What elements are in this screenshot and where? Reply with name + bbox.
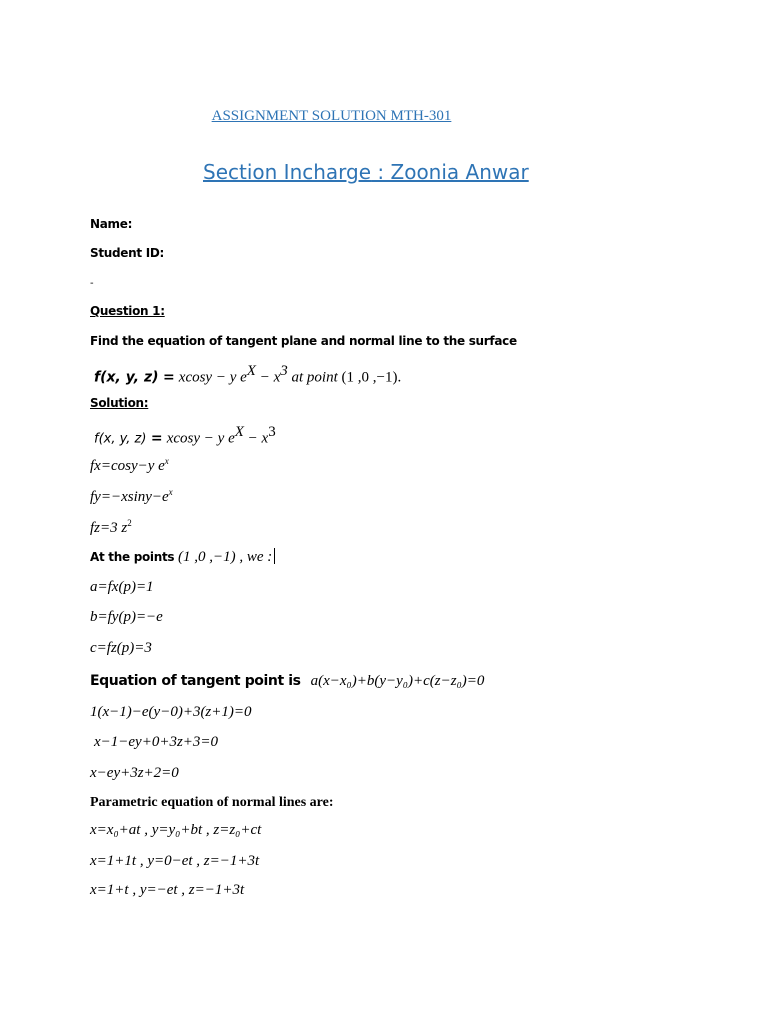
a-value-line: a=fx(p)=1	[90, 579, 154, 595]
question-heading: Question 1:	[90, 304, 165, 318]
assignment-title[interactable]: ASSIGNMENT SOLUTION MTH-301	[211, 108, 452, 124]
parametric-substituted: x=1+1t , y=0−et , z=−1+3t	[90, 853, 260, 869]
function-exp-x-2: X	[234, 424, 244, 440]
function-equals: =	[158, 369, 179, 386]
section-incharge-heading[interactable]	[203, 160, 529, 184]
fy-line	[90, 487, 173, 506]
parametric-heading: Parametric equation of normal lines are:	[90, 795, 334, 810]
fx-line	[90, 456, 169, 475]
fz-main: fz=3 z	[90, 520, 128, 536]
section-incharge-name: Zoonia Anwar	[390, 160, 529, 184]
parametric-general: x=x₀+at , y=y₀+bt , z=z₀+ct	[90, 822, 262, 838]
solution-heading: Solution:	[90, 396, 149, 410]
section-incharge-label: Section Incharge	[203, 160, 372, 184]
function-definition	[94, 363, 401, 386]
tangent-equation-line	[90, 672, 484, 690]
function-exp-3-2: 3	[268, 424, 276, 440]
dash-mark: -	[90, 278, 94, 289]
parametric-simplified: x=1+t , y=−et , z=−1+3t	[90, 882, 245, 898]
function-rhs-1b: xcosy − y e	[166, 430, 235, 447]
function-lhs-plain: f(x, y, z)	[94, 431, 147, 447]
at-points-label: At the points	[90, 550, 175, 564]
tangent-step-3: x−ey+3z+2=0	[90, 765, 179, 781]
tangent-formula: a(x−x₀)+b(y−y₀)+c(z−z₀)=0	[310, 673, 485, 689]
fx-exp: x	[164, 456, 169, 466]
function-rhs-2b: − x	[243, 430, 269, 447]
function-rhs-1: xcosy − y e	[178, 369, 247, 386]
tangent-step-2: x−1−ey+0+3z+3=0	[94, 734, 219, 750]
student-id-field-label: Student ID:	[90, 246, 165, 260]
function-rhs-2: − x	[255, 369, 281, 386]
function-exp-3: 3	[280, 363, 288, 379]
name-field-label: Name:	[90, 217, 133, 231]
fz-line	[90, 518, 132, 537]
tangent-step-1: 1(x−1)−e(y−0)+3(z+1)=0	[90, 704, 252, 720]
at-point-text: at point	[287, 369, 342, 386]
function-exp-x: X	[246, 363, 256, 379]
fy-exp: x	[168, 487, 173, 497]
function-lhs: f(x, y, z)	[94, 369, 159, 386]
fx-main: fx=cosy−y e	[90, 458, 165, 474]
at-points-line	[90, 548, 275, 566]
b-value-line: b=fy(p)=−e	[90, 609, 163, 625]
tangent-label: Equation of tangent point is	[90, 673, 301, 689]
text-cursor	[274, 548, 275, 564]
function-restated	[94, 424, 276, 447]
question-prompt: Find the equation of tangent plane and normal line to the surface	[90, 334, 517, 348]
section-separator: :	[371, 160, 391, 184]
at-points-value: (1 ,0 ,−1) , we :	[174, 549, 273, 565]
fy-main: fy=−xsiny−e	[90, 489, 169, 505]
function-equals-2: =	[146, 430, 167, 447]
c-value-line: c=fz(p)=3	[90, 640, 152, 656]
point-value: (1 ,0 ,−1).	[341, 369, 402, 386]
fz-exp: 2	[127, 518, 132, 528]
